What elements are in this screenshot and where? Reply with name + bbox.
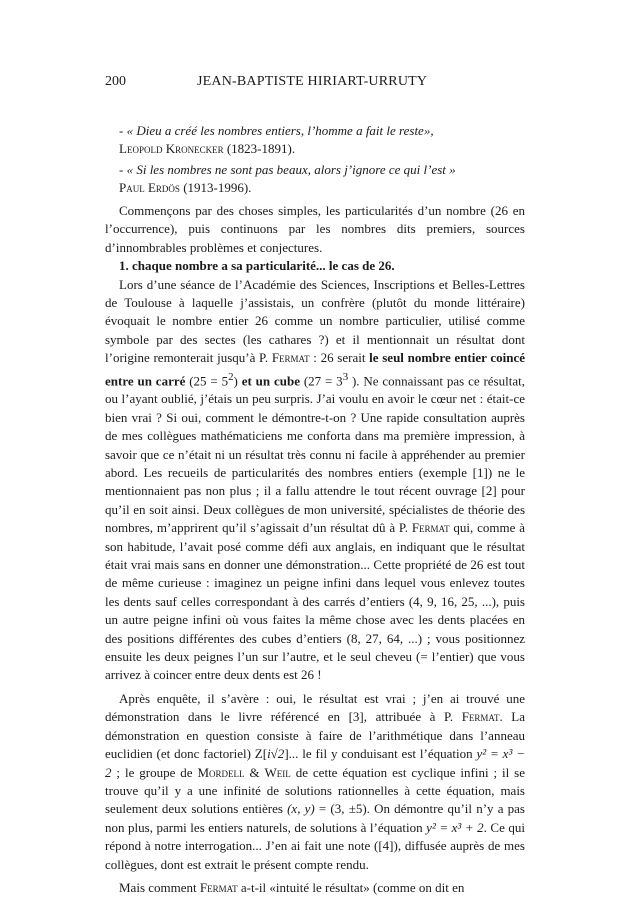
text-run: : 26 serait [309, 350, 370, 366]
epigraph-2 [119, 161, 525, 197]
author-dates: (1823-1891). [226, 141, 296, 156]
text-run: Lors d’une séance de l’Académie des Sciences, Inscriptions et Belles-Lettres de Toulouse à laquelle j’assistais, un confrère (plutôt du monde littéraire) évoquait le nombre entier 26 comme un nombre particulier, utilisé comme symbole par des sectes (les cathares ?) et il mentionnait un résultat dont l’origine remonterait jusqu’à P. [105, 276, 525, 366]
text-run: . Ce qui répond à notre interrogation... J’en ai fait une note ([4]), diffusée auprès de mes collègues, dont est extrait le présent compte rendu. [105, 819, 526, 872]
name-weil: Weil [264, 764, 291, 780]
text-run: ]... le fil y conduisant est l’équation [284, 746, 477, 762]
text-run: (25 = 5 [185, 372, 229, 388]
epigraph-author [119, 140, 525, 158]
epigraph-quote: - « Si les nombres ne sont pas beaux, alors j’ignore ce qui l’est » [119, 162, 456, 177]
text-run: ; le groupe de [111, 764, 198, 780]
text-run: ) [233, 372, 242, 388]
name-mordell: Mordell [197, 764, 245, 780]
math-expression: (x, y) [287, 801, 315, 817]
page-body [105, 122, 525, 897]
author-last-name: Kronecker [165, 141, 224, 156]
running-head: JEAN-BAPTISTE HIRIART-URRUTY [197, 74, 428, 89]
text-run: Après enquête, il s’avère : oui, le résultat est vrai ; j’en ai trouvé une démonstration dans le livre référencé en [3], attribuée à P. [105, 690, 525, 725]
bold-text: le seul nombre entier coincé entre un carré [105, 350, 526, 388]
math-expression: i√2 [267, 746, 285, 762]
epigraph-1 [119, 122, 525, 158]
name-fermat: Fermat [271, 350, 310, 366]
bold-text: et un cube [241, 372, 300, 388]
name-fermat: Fermat [199, 879, 238, 895]
name-fermat: Fermat [461, 709, 500, 725]
text-run: Mais comment [119, 879, 200, 895]
math-equation: y² = x³ − 2 [105, 746, 525, 780]
superscript: 2 [228, 370, 234, 383]
text-run: & [244, 764, 265, 780]
author-last-name: Erdös [147, 180, 180, 195]
superscript: 3 [342, 370, 349, 383]
text-run: (27 = 3 [299, 372, 343, 388]
text-run: ). Ne connaissant pas ce résultat, ou l’ayant oublié, j’étais un peu surpris. J’ai voulu en avoir le cœur net : était-ce bien vrai ? Si oui, comment le démontre-t-on ? Une rapide consultation auprès de mes collègues mathématiciens me conforta dans ma première impression, à savoir que ce n’était ni un résultat très connu ni facile à appréhender au premier abord. Les recueils de particularités des nombres entiers (exemple [1]) ne le mentionnaient pas non plus ; il a fallu attendre le tout récent ouvrage [2] pour qu’il en soit ainsi. Deux collègues de mon université, spécialistes de théorie des nombres, m’apprirent qu’il s’agissait d’un résultat dû à P. [105, 372, 525, 536]
author-first-name: Paul [119, 180, 145, 195]
text-run: qui, comme à son habitude, l’avait posé comme défi aux anglais, en indiquant que le résultat était vrai mais sans en donner une démonstration... Cette propriété de 26 est tout de même curieuse : imaginez un peigne infini dans lequel vous enlevez toutes les dents sauf celles correspondant à des carrés d’entiers (4, 9, 16, 25, ...), puis un autre peigne infini où vous faites la même chose avec les dents placées en des positions différentes des cubes d’entiers (8, 27, 64, ...) ; vous positionnez ensuite les deux peignes l’un sur l’autre, et le seul cheveu (= l’entier) que vous arrivez à coincer entre deux dents est 26 ! [105, 520, 525, 683]
text-run: = (3, ±5). On démontre qu’il n’y a pas non plus, parmi les entiers naturels, de solutions à l’équation [105, 801, 525, 835]
text-run: . La démonstration en question consiste à faire de l’arithmétique dans l’anneau euclidien (et donc factoriel) Z[ [105, 709, 525, 762]
author-dates: (1913-1996). [183, 180, 252, 195]
text-run: a-t-il «intuité le résultat» (comme on dit en [237, 879, 465, 895]
epigraph-quote: - « Dieu a créé les nombres entiers, l’homme a fait le reste», [119, 123, 434, 138]
math-equation: y² = x³ + 2 [426, 819, 484, 835]
text-run: de cette équation est cyclique infini ; il se trouve qu’il y a une infinité de solutions rationnelles à cette équation, mais seulement deux solutions entières [105, 764, 525, 817]
page-number: 200 [105, 74, 126, 89]
intro-paragraph: Commençons par des choses simples, les particularités d’un nombre (26 en l’occurrence), puis continuons par les nombres dits premiers, sources d’innombrables problèmes et conjectures. [105, 203, 525, 255]
name-fermat: Fermat [411, 520, 450, 536]
epigraph-author [119, 179, 525, 197]
paragraph-2 [105, 690, 525, 874]
section-heading: 1. chaque nombre a sa particularité... le cas de 26. [119, 258, 395, 274]
paragraph-1 [105, 276, 525, 685]
author-first-name: Leopold [119, 141, 163, 156]
